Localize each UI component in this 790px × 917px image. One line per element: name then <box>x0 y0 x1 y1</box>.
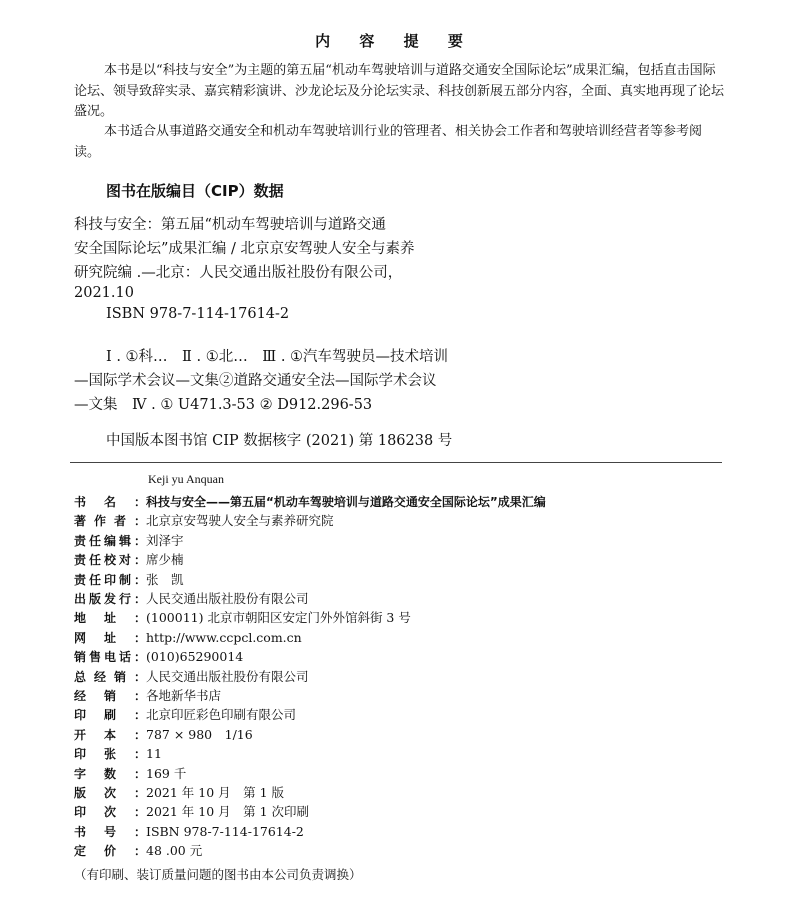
detail-row <box>74 687 221 705</box>
detail-label: 销售电话： <box>74 650 146 665</box>
cip-heading: 图书在版编目（CIP）数据 <box>106 182 284 200</box>
detail-value: http://www.ccpcl.com.cn <box>146 629 302 645</box>
detail-label: 著作者： <box>74 514 146 529</box>
detail-label: 出版发行： <box>74 592 146 606</box>
detail-row <box>74 551 184 569</box>
detail-row <box>74 629 302 647</box>
detail-label: 书号： <box>74 824 146 839</box>
cip-line-3: 研究院编 .—北京：人民交通出版社股份有限公司， <box>74 265 403 281</box>
detail-label: 地址： <box>74 611 146 626</box>
detail-value: 2021 年 10 月 第 1 版 <box>146 785 285 800</box>
detail-label: 印刷： <box>74 708 146 723</box>
detail-value: 各地新华书店 <box>146 688 222 703</box>
cip-classification-1: Ⅰ . ①科… Ⅱ . ①北… Ⅲ . ①汽车驾驶员—技术培训 <box>106 349 449 365</box>
detail-value: 北京印匠彩色印刷有限公司 <box>146 707 297 723</box>
detail-row <box>74 571 184 589</box>
detail-value: 科技与安全——第五届“机动车驾驶培训与道路交通安全国际论坛”成果汇编 <box>146 495 546 509</box>
detail-row <box>74 609 411 627</box>
detail-row <box>74 803 309 821</box>
detail-label: 印张： <box>74 747 146 762</box>
detail-value: 787 × 980 1/16 <box>146 726 253 742</box>
detail-value: 人民交通出版社股份有限公司 <box>146 591 309 606</box>
detail-value: 席少楠 <box>146 552 184 568</box>
cip-classification-3: —文集 Ⅳ . ① U471.3-53 ② D912.296-53 <box>74 397 373 413</box>
detail-row <box>74 726 253 744</box>
detail-value: 刘泽宇 <box>146 532 184 548</box>
detail-row <box>74 706 296 724</box>
detail-row <box>74 765 186 783</box>
summary-heading: 内 容 提 要 <box>315 32 475 50</box>
cip-line-1: 科技与安全：第五届“机动车驾驶培训与道路交通 <box>74 217 386 233</box>
detail-row <box>74 745 162 763</box>
detail-value: (100011) 北京市朝阳区安定门外外馆斜街 3 号 <box>146 610 411 626</box>
detail-row <box>74 512 334 530</box>
detail-label: 字数： <box>74 766 146 781</box>
detail-label: 总经销： <box>74 669 146 684</box>
detail-value: 人民交通出版社股份有限公司 <box>146 668 309 684</box>
cip-line-4: 2021.10 <box>74 285 134 301</box>
cip-classification-2: —国际学术会议—文集②道路交通安全法—国际学术会议 <box>74 373 437 389</box>
detail-label: 责任校对： <box>74 553 146 568</box>
detail-value: 北京京安驾驶人安全与素养研究院 <box>146 513 334 529</box>
detail-label: 定价： <box>74 844 146 859</box>
detail-value: (010)65290014 <box>146 649 244 665</box>
detail-row <box>74 842 202 860</box>
summary-paragraph-2: 本书适合从事道路交通安全和机动车驾驶培训行业的管理者、相关协会工作者和驾驶培训经营者等参考阅读。 <box>74 124 703 160</box>
detail-row <box>74 648 243 666</box>
cip-record-number: 中国版本图书馆 CIP 数据核字 (2021) 第 186238 号 <box>106 433 453 449</box>
detail-label: 版次： <box>74 786 146 800</box>
title-pinyin: Keji yu Anquan <box>148 472 224 486</box>
detail-row <box>74 590 309 608</box>
quality-note: （有印刷、装订质量问题的图书由本公司负责调换） <box>74 867 362 882</box>
cip-line-2: 安全国际论坛”成果汇编 / 北京京安驾驶人安全与素养 <box>74 241 415 257</box>
detail-value: 张 凯 <box>146 571 184 587</box>
detail-label: 责任印制： <box>74 572 146 587</box>
detail-row <box>74 493 546 511</box>
detail-value: ISBN 978-7-114-17614-2 <box>146 823 304 839</box>
detail-value: 2021 年 10 月 第 1 次印刷 <box>146 804 310 820</box>
detail-label: 网址： <box>74 630 146 645</box>
detail-row <box>74 784 284 802</box>
cip-isbn: ISBN 978-7-114-17614-2 <box>106 306 290 322</box>
detail-label: 印次： <box>74 805 146 820</box>
detail-value: 169 千 <box>146 765 187 781</box>
detail-value: 48 .00 元 <box>146 843 203 859</box>
detail-row <box>74 532 184 550</box>
detail-label: 书名： <box>74 495 146 509</box>
detail-label: 开本： <box>74 727 146 742</box>
detail-value: 11 <box>146 746 162 762</box>
detail-row <box>74 823 304 841</box>
divider <box>70 462 722 463</box>
detail-label: 责任编辑： <box>74 533 146 548</box>
detail-label: 经销： <box>74 689 146 703</box>
summary-paragraph-1: 本书是以“科技与安全”为主题的第五届“机动车驾驶培训与道路交通安全国际论坛”成果汇编，包括直击国际论坛、领导致辞实录、嘉宾精彩演讲、沙龙论坛及分论坛实录、科技创新展五部分内容，全面、真实地再现了论坛盛况。 <box>74 63 725 119</box>
detail-row <box>74 668 309 686</box>
